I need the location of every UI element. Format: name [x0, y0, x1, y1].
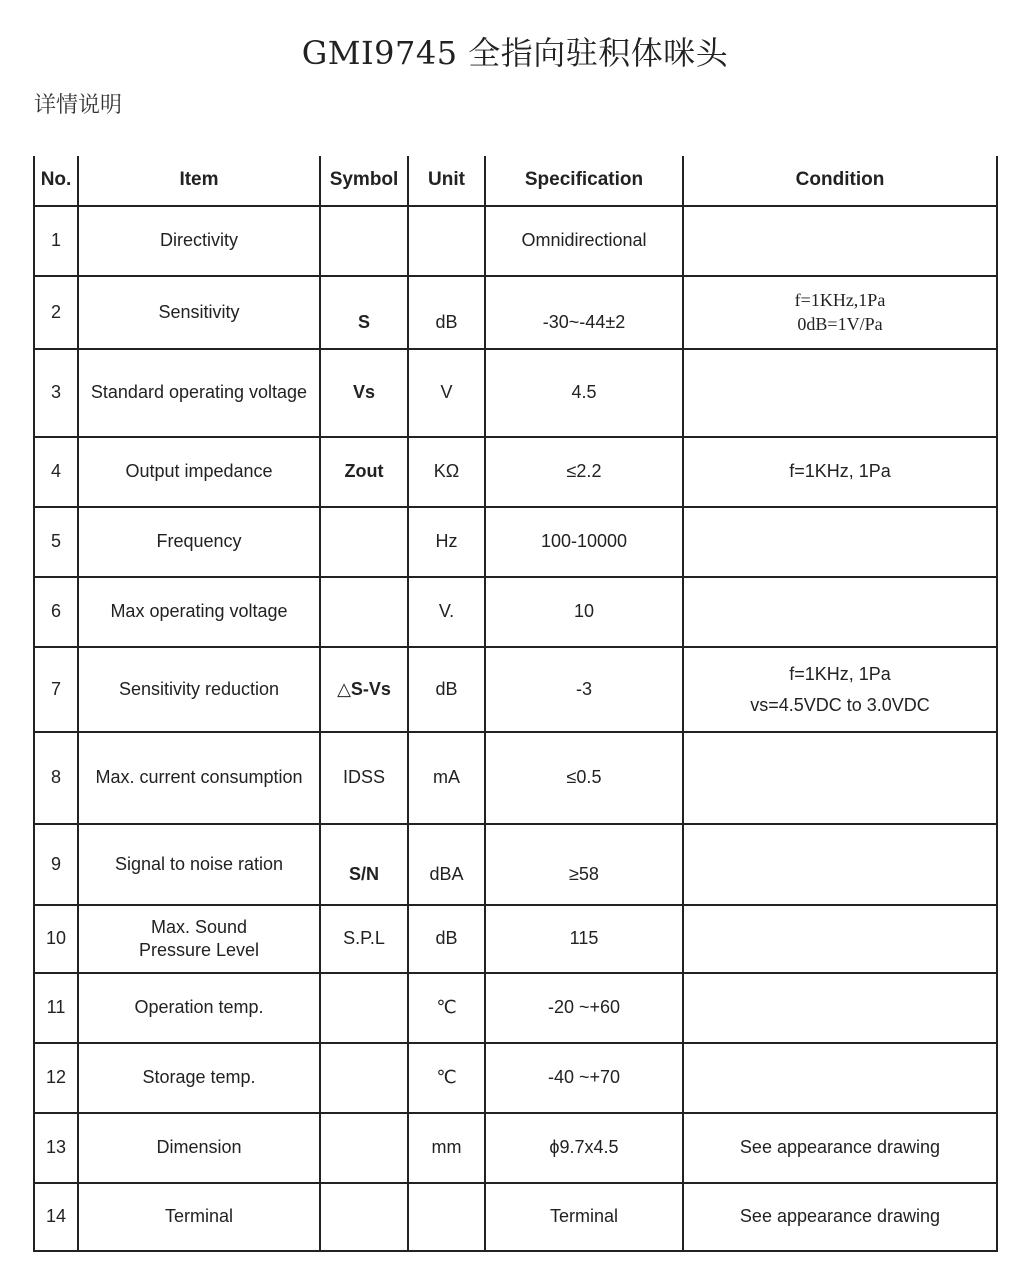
cell-condition [683, 732, 997, 824]
cell-item: Terminal [78, 1183, 320, 1251]
cell-specification: 115 [485, 905, 683, 973]
cell-specification: -30~-44±2 [485, 276, 683, 349]
cell-condition [683, 206, 997, 276]
cell-specification: 100-10000 [485, 507, 683, 577]
page-title: GMI9745 全指向驻积体咪头 [301, 34, 729, 72]
cell-symbol [320, 1043, 408, 1113]
section-heading: 详情说明 [34, 93, 123, 118]
table-row [34, 824, 997, 905]
table-row [34, 1113, 997, 1183]
header-symbol: Symbol [320, 156, 408, 206]
cell-symbol: Vs [320, 349, 408, 437]
cell-specification: Terminal [485, 1183, 683, 1251]
cell-unit: KΩ [408, 437, 485, 507]
cell-item: Sensitivity reduction [78, 647, 320, 732]
cell-specification: 4.5 [485, 349, 683, 437]
cell-symbol [320, 507, 408, 577]
cell-condition: f=1KHz, 1Pa vs=4.5VDC to 3.0VDC [683, 647, 997, 732]
cell-item: Directivity [78, 206, 320, 276]
cell-item: Output impedance [78, 437, 320, 507]
cell-no: 9 [34, 824, 78, 905]
cell-condition: See appearance drawing [683, 1113, 997, 1183]
cell-no: 2 [34, 276, 78, 349]
cell-item: Max. Sound Pressure Level [78, 905, 320, 973]
table-row [34, 1043, 997, 1113]
cell-specification: Omnidirectional [485, 206, 683, 276]
cell-item: Signal to noise ration [78, 824, 320, 905]
cell-symbol: △S-Vs [320, 647, 408, 732]
cell-symbol: Zout [320, 437, 408, 507]
table-row [34, 973, 997, 1043]
cell-specification: ≥58 [485, 824, 683, 905]
table-row [34, 349, 997, 437]
header-item: Item [78, 156, 320, 206]
cell-symbol [320, 973, 408, 1043]
cell-specification: 10 [485, 577, 683, 647]
cell-unit [408, 206, 485, 276]
cell-condition [683, 577, 997, 647]
cell-no: 14 [34, 1183, 78, 1251]
cell-symbol [320, 1183, 408, 1251]
cell-specification: ≤2.2 [485, 437, 683, 507]
table-row [34, 276, 997, 349]
cell-unit: ℃ [408, 1043, 485, 1113]
cell-condition: f=1KHz, 1Pa [683, 437, 997, 507]
table-row [34, 577, 997, 647]
table-row [34, 732, 997, 824]
table-row [34, 206, 997, 276]
cell-symbol: IDSS [320, 732, 408, 824]
cell-condition [683, 1043, 997, 1113]
cell-condition [683, 349, 997, 437]
cell-no: 1 [34, 206, 78, 276]
cell-unit: Hz [408, 507, 485, 577]
cell-specification: -40 ~+70 [485, 1043, 683, 1113]
cell-no: 8 [34, 732, 78, 824]
cell-item: Sensitivity [78, 276, 320, 349]
table-row [34, 905, 997, 973]
header-unit: Unit [408, 156, 485, 206]
cell-condition: See appearance drawing [683, 1183, 997, 1251]
header-condition: Condition [683, 156, 997, 206]
cell-condition [683, 824, 997, 905]
cell-item: Standard operating voltage [78, 349, 320, 437]
cell-unit: dB [408, 905, 485, 973]
cell-unit: dB [408, 276, 485, 349]
cell-no: 7 [34, 647, 78, 732]
table-header-row [34, 156, 997, 206]
header-no: No. [34, 156, 78, 206]
cell-no: 10 [34, 905, 78, 973]
cell-unit: dB [408, 647, 485, 732]
cell-condition [683, 507, 997, 577]
cell-symbol [320, 577, 408, 647]
spec-table [33, 156, 998, 1252]
cell-specification: ≤0.5 [485, 732, 683, 824]
cell-symbol: S [320, 276, 408, 349]
cell-condition: f=1KHz,1Pa 0dB=1V/Pa [683, 276, 997, 349]
cell-specification: -20 ~+60 [485, 973, 683, 1043]
cell-unit: V. [408, 577, 485, 647]
cell-no: 12 [34, 1043, 78, 1113]
cell-unit: mm [408, 1113, 485, 1183]
cell-unit: mA [408, 732, 485, 824]
cell-unit: V [408, 349, 485, 437]
cell-condition [683, 973, 997, 1043]
cell-no: 3 [34, 349, 78, 437]
cell-condition [683, 905, 997, 973]
cell-item: Frequency [78, 507, 320, 577]
cell-symbol [320, 1113, 408, 1183]
cell-unit: ℃ [408, 973, 485, 1043]
cell-unit [408, 1183, 485, 1251]
table-row [34, 647, 997, 732]
cell-symbol: S.P.L [320, 905, 408, 973]
table-row [34, 507, 997, 577]
table-row [34, 1183, 997, 1251]
cell-specification: ϕ9.7x4.5 [485, 1113, 683, 1183]
cell-symbol [320, 206, 408, 276]
cell-item: Max. current consumption [78, 732, 320, 824]
cell-no: 5 [34, 507, 78, 577]
cell-no: 4 [34, 437, 78, 507]
header-specification: Specification [485, 156, 683, 206]
cell-specification: -3 [485, 647, 683, 732]
cell-unit: dBA [408, 824, 485, 905]
cell-item: Operation temp. [78, 973, 320, 1043]
cell-no: 13 [34, 1113, 78, 1183]
cell-item: Dimension [78, 1113, 320, 1183]
cell-item: Max operating voltage [78, 577, 320, 647]
cell-symbol: S/N [320, 824, 408, 905]
cell-no: 6 [34, 577, 78, 647]
cell-no: 11 [34, 973, 78, 1043]
table-row [34, 437, 997, 507]
cell-item: Storage temp. [78, 1043, 320, 1113]
